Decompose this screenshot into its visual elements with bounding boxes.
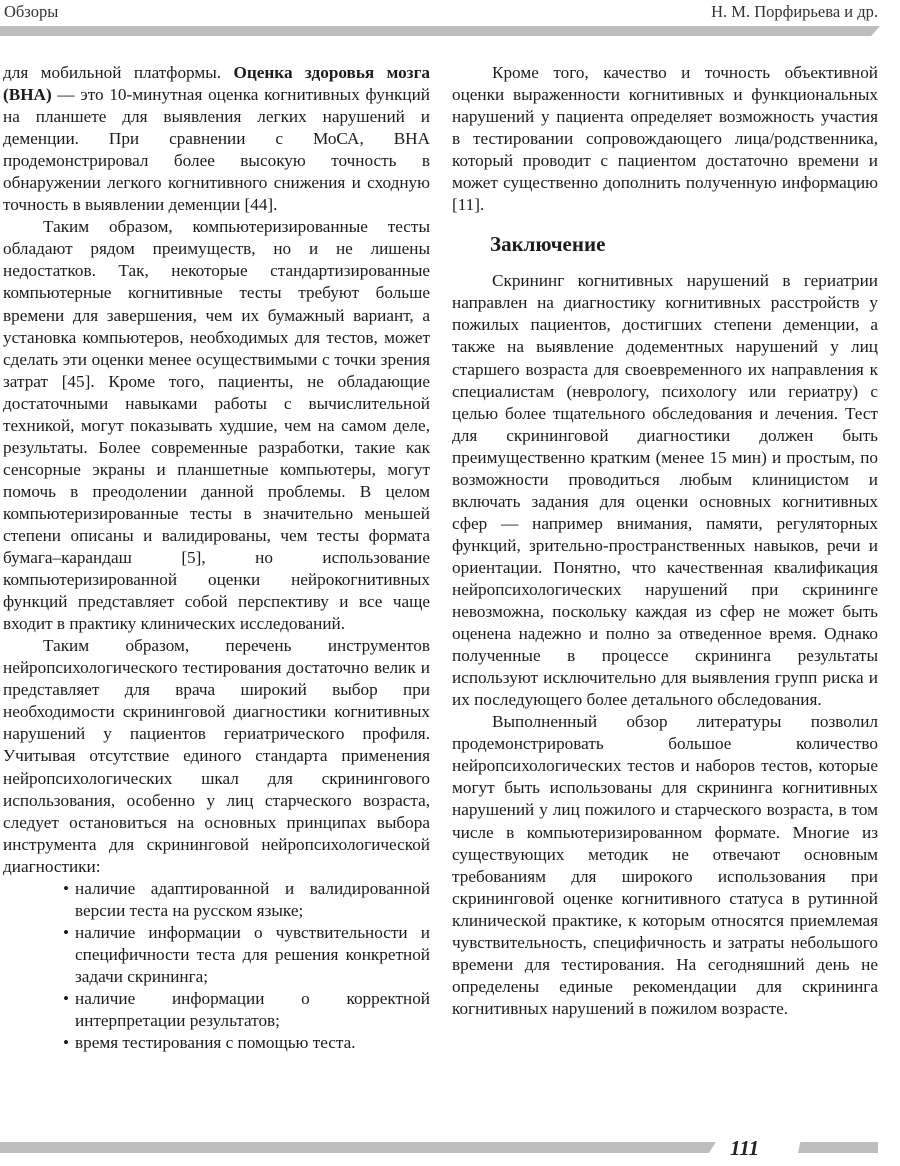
- paragraph-bha: [3, 62, 430, 216]
- bullet-icon: •: [63, 988, 70, 1008]
- footer-rule-right: [798, 1142, 878, 1153]
- list-item: • время тестирования с помощью теста.: [63, 1032, 430, 1054]
- list-item: • наличие информации о чувствительности и специфичности теста для решения конкретной задачи скрининга;: [63, 922, 430, 986]
- paragraph-instrument-selection: Таким образом, перечень инструментов нейропсихологического тестирования достаточно велик и представляет для врача широкий выбор при необходимости скрининговой диагностики когнитивных нарушений у пациентов гериатрического профиля. Учитывая отсутствие единого стандарта применения нейропсихологических шкал для скринингового использования, особенно у лиц старческого возраста, следует остановиться на основных принципах выбора инструмента для скрининговой нейропсихологической диагностики:: [3, 636, 430, 876]
- section-heading-conclusion: Заключение: [490, 232, 606, 257]
- right-column: [452, 62, 878, 1020]
- paragraph-review-summary: Выполненный обзор литературы позволил продемонстрировать большое количество нейропсихологических тестов и наборов тестов, которые могут быть использованы для скрининга когнитивных нарушений у лиц пожилого и старческого возраста, в том числе в компьютеризированном формате. Многие из существующих методик не отвечают основным требованиям для широкого использования при скрининговой оценке когнитивного статуса в рутинной клинической практике, к которым относятся приемлемая чувствительность, специфичность и затраты небольшого времени для тестирования. На сегодняшний день не определены единые рекомендации для скрининга когнитивных нарушений в пожилом возрасте.: [452, 712, 878, 1018]
- bha-lead: для мобильной платформы.: [3, 63, 234, 82]
- running-header: [0, 0, 900, 24]
- running-authors: Н. М. Порфирьева и др.: [711, 2, 878, 21]
- list-item: • наличие адаптированной и валидированной версии теста на русском языке;: [63, 878, 430, 920]
- bha-text: — это 10-минутная оценка когнитивных функций на планшете для выявления легких нарушений и деменции. При сравнении с МоСА, ВНА продемонстрировал более высокую точность в обнаружении легкого когнитивного снижения и сходную точность в выявлении деменции [44].: [3, 85, 430, 215]
- page-number: 111: [730, 1136, 760, 1160]
- left-column: [3, 62, 430, 1054]
- header-rule: [0, 26, 880, 36]
- paragraph-computerized-tests: Таким образом, компьютеризированные тесты обладают рядом преимуществ, но и не лишены недостатков. Так, некоторые стандартизированные компьютерные когнитивные тесты требуют больше времени для завершения, чем их бумажный вариант, а установка компьютеров, необходимых для тестов, может сделать эти оценки менее осуществимыми с точки зрения затрат [45]. Кроме того, пациенты, не обладающие достаточными навыками работы с вычислительной техникой, могут показывать худшие, чем на самом деле, результаты. Более современные разработки, такие как сенсорные экраны и планшетные компьютеры, могут помочь в преодолении данной проблемы. В целом компьютеризированные тесты в значительно меньшей степени описаны и валидированы, чем тесты формата бумага–карандаш [5], но использование компьютеризированной оценки нейрокогнитивных функций представляет собой перспективу и все чаще входит в практику клинических исследований.: [3, 217, 430, 634]
- bullet-icon: •: [63, 922, 70, 942]
- paragraph-caregiver: Кроме того, качество и точность объективной оценки выраженности когнитивных и функциональных нарушений у пациента определяет возможность участия в тестировании сопровождающего лица/родственника, который проводит с пациентом достаточно времени и может существенно дополнить полученную информацию [11].: [452, 63, 878, 215]
- paragraph-screening-goals: Скрининг когнитивных нарушений в гериатрии направлен на диагностику когнитивных расстройств у пожилых пациентов, достигших степени деменции, а также на выявление додементных нарушений у лиц старшего возраста для своевременного их направления к специалистам (неврологу, психологу или гериатру) с целью более тщательного обследования и лечения. Тест для скрининговой диагностики должен быть преимущественно кратким (менее 15 мин) и простым, по возможности проводиться любым клиницистом и включать задания для оценки основных когнитивных сфер — например внимания, памяти, регуляторных функций, зрительно-пространственных навыков, речи и ориентации. Понятно, что качественная квалификация нейропсихологических нарушений при скрининге невозможна, поскольку каждая из сфер не может быть оценена надежно и полно за отведенное время. Однако полученные в процессе скрининга результаты используют исключительно для выявления групп риска и их последующего более детального обследования.: [452, 271, 878, 710]
- bha-term: Оценка здоровья мозга (ВНА): [3, 63, 430, 105]
- bullet-icon: •: [63, 878, 70, 898]
- selection-criteria-list: [3, 878, 430, 1054]
- footer-rule: [0, 1142, 716, 1153]
- bullet-icon: •: [63, 1033, 70, 1053]
- journal-section: Обзоры: [4, 2, 59, 21]
- list-item: • наличие информации о корректной интерпретации результатов;: [63, 988, 430, 1031]
